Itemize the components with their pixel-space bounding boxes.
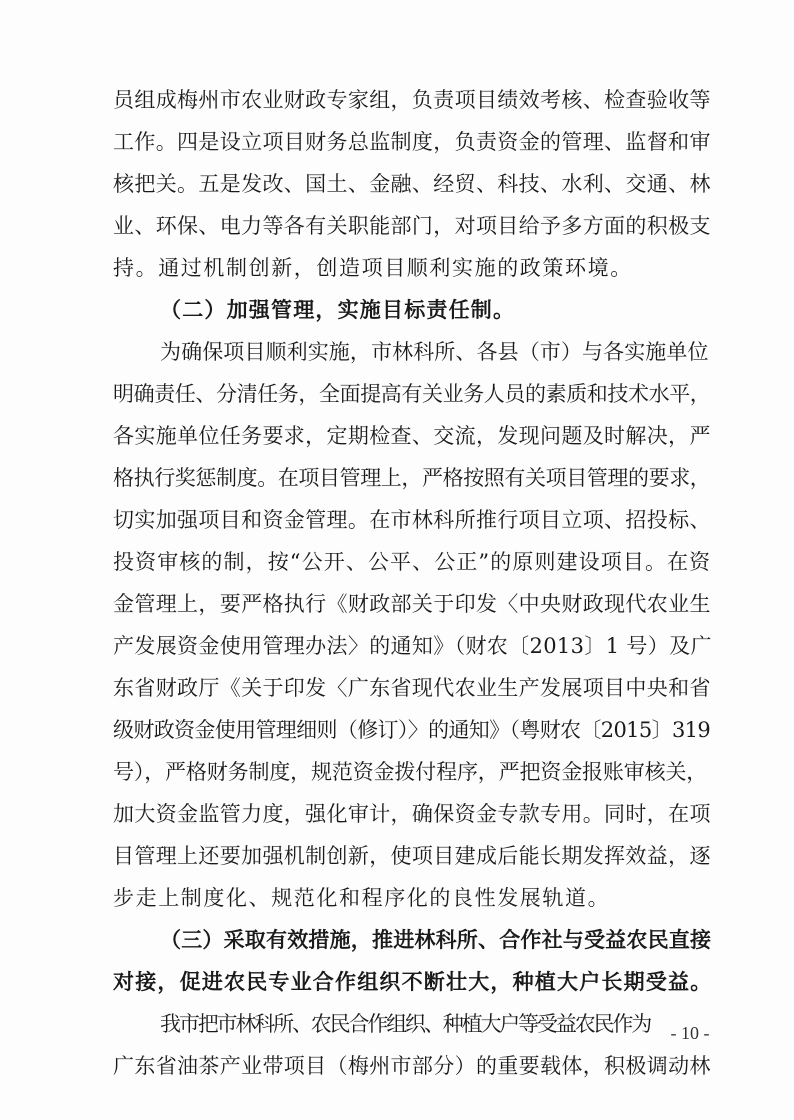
text-line: 员组成梅州市农业财政专家组，负责项目绩效考核、检查验收等: [113, 88, 711, 112]
text-line: 各实施单位任务要求，定期检查、交流，发现问题及时解决，严: [113, 424, 711, 448]
text-line: 为确保项目顺利实施，市林科所、各县（市）与各实施单位: [160, 340, 709, 364]
text-line: 加大资金监管力度，强化审计，确保资金专款专用。同时，在项: [113, 802, 711, 826]
text-line: 核把关。五是发改、国土、金融、经贸、科技、水利、交通、林: [113, 172, 711, 196]
section-heading: 对接，促进农民专业合作组织不断壮大，种植大户长期受益。: [113, 969, 713, 994]
section-heading: （二）加强管理，实施目标责任制。: [160, 297, 516, 322]
text-line: 格执行奖惩制度。在项目管理上，严格按照有关项目管理的要求，: [113, 466, 711, 490]
text-line: 号），严格财务制度，规范资金拨付程序，严把资金报账审核关，: [113, 760, 708, 784]
text-line: 业、环保、电力等各有关职能部门，对项目给予多方面的积极支: [113, 214, 711, 238]
text-line: 明确责任、分清任务，全面提高有关业务人员的素质和技术水平，: [113, 382, 711, 406]
text-line: 切实加强项目和资金管理。在市林科所推行项目立项、招投标、: [113, 508, 711, 532]
text-line: 我市把市林科所、农民合作组织、种植大户等受益农民作为: [160, 1012, 651, 1036]
text-line: 投资审核的制，按“公开、公平、公正”的原则建设项目。在资: [113, 550, 712, 574]
page-number: - 10 -: [670, 1023, 710, 1043]
text-line: 产发展资金使用管理办法〉的通知》（财农〔2013〕1 号）及广: [113, 634, 712, 658]
text-line: 持。通过机制创新，创造项目顺利实施的政策环境。: [113, 256, 633, 280]
text-line: 级财政资金使用管理细则（修订）〉的通知》（粤财农〔2015〕319: [113, 718, 711, 742]
section-heading: （三）采取有效措施，推进林科所、合作社与受益农民直接: [160, 927, 712, 952]
text-line: 东省财政厅《关于印发〈广东省现代农业生产发展项目中央和省: [113, 676, 711, 700]
text-line: 金管理上，要严格执行《财政部关于印发〈中央财政现代农业生: [113, 592, 711, 616]
text-line: 工作。四是设立项目财务总监制度，负责资金的管理、监督和审: [113, 130, 711, 154]
text-line: 目管理上还要加强机制创新，使项目建成后能长期发挥效益，逐: [113, 844, 711, 868]
text-line: 广东省油茶产业带项目（梅州市部分）的重要载体，积极调动林: [113, 1054, 711, 1078]
text-line: 步走上制度化、规范化和程序化的良性发展轨道。: [113, 886, 611, 910]
